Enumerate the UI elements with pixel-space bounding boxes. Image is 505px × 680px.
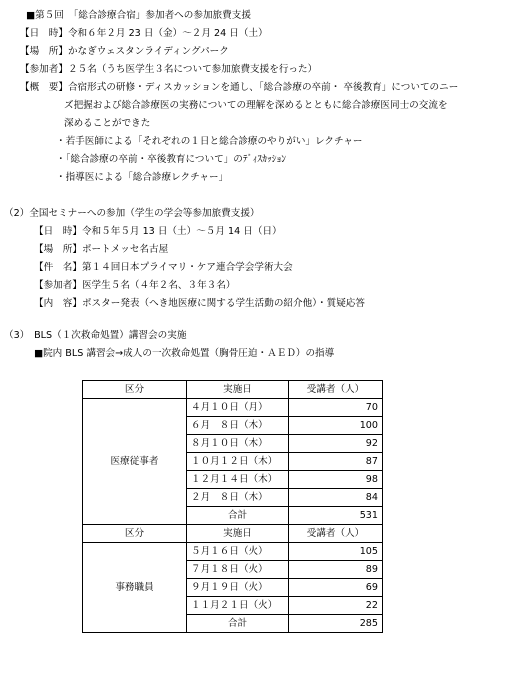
bls-subheading: ■院内 BLS 講習会→成人の一次救命処置（胸骨圧迫・ＡＥＤ）の指導 [34, 348, 335, 359]
session-count: 70 [289, 399, 383, 417]
session-date: １１月２１日（火） [187, 597, 289, 615]
seminar-content: 【内 容】ポスター発表（へき地医療に関する学生活動の紹介他）・質疑応答 [34, 298, 365, 309]
seminar-participants: 【参加者】医学生５名（４年２名、３年３名） [34, 280, 236, 291]
session-date: １２月１４日（木） [187, 471, 289, 489]
camp-activity-item: ・指導医による「総合診療レクチャー」 [56, 172, 229, 183]
section-heading-bls: （3） BLS（１次救命処置）講習会の実施 [4, 330, 187, 341]
bls-table [82, 380, 383, 633]
session-count: 92 [289, 435, 383, 453]
seminar-event: 【件 名】第１４回日本プライマリ・ケア連合学会学術大会 [34, 262, 293, 273]
camp-place: 【場 所】かなぎウェスタンライディングパーク [20, 46, 229, 57]
camp-summary-line-2: ズ把握および総合診療医の実務についての理解を深めるとともに総合診療医同士の交流を [64, 100, 448, 111]
session-count: 105 [289, 543, 383, 561]
table-header-row [83, 381, 383, 399]
session-count: 87 [289, 453, 383, 471]
camp-summary-line-1: 【概 要】合宿形式の研修・ディスカッションを通し、「総合診療の卒前・ 卒後教育」についてのニー [20, 82, 459, 93]
session-count: 89 [289, 561, 383, 579]
session-count: 98 [289, 471, 383, 489]
camp-date: 【日 時】令和６年２月 23 日（金）～２月 24 日（土） [20, 28, 268, 39]
section-heading-seminar: （2）全国セミナーへの参加（学生の学会等参加旅費支援） [4, 208, 260, 219]
header-date: 実施日 [187, 381, 289, 399]
total-count: 285 [289, 615, 383, 633]
header-attendees: 受講者（人） [289, 525, 383, 543]
camp-summary-line-3: 深めることができた [64, 118, 151, 129]
section-heading-camp: ■第５回 「総合診療合宿」参加者への参加旅費支援 [26, 10, 251, 21]
session-date: ７月１８日（火） [187, 561, 289, 579]
session-count: 22 [289, 597, 383, 615]
session-date: ６月 ８日（木） [187, 417, 289, 435]
session-date: ５月１６日（火） [187, 543, 289, 561]
header-date: 実施日 [187, 525, 289, 543]
table-row [83, 543, 383, 561]
camp-activity-item: ・「総合診療の卒前・卒後教育について」のﾃﾞｨｽｶｯｼｮﾝ [56, 154, 287, 165]
camp-activity-item: ・若手医師による「それぞれの１日と総合診療のやりがい」レクチャー [56, 136, 363, 147]
seminar-date: 【日 時】令和５年５月 13 日（土）～５月 14 日（日） [34, 226, 282, 237]
session-date: ２月 ８日（木） [187, 489, 289, 507]
header-category: 区分 [83, 381, 187, 399]
session-count: 100 [289, 417, 383, 435]
session-count: 84 [289, 489, 383, 507]
table-header-row [83, 525, 383, 543]
header-category: 区分 [83, 525, 187, 543]
total-count: 531 [289, 507, 383, 525]
session-date: ４月１０日（月） [187, 399, 289, 417]
total-label: 合計 [187, 507, 289, 525]
group-label-office: 事務職員 [83, 543, 187, 633]
session-date: ９月１９日（火） [187, 579, 289, 597]
total-label: 合計 [187, 615, 289, 633]
header-attendees: 受講者（人） [289, 381, 383, 399]
table-row [83, 399, 383, 417]
group-label-medical: 医療従事者 [83, 399, 187, 525]
camp-participants: 【参加者】２５名（うち医学生３名について参加旅費支援を行った） [20, 64, 318, 75]
session-date: １０月１２日（木） [187, 453, 289, 471]
seminar-place: 【場 所】ポートメッセ名古屋 [34, 244, 169, 255]
session-date: ８月１０日（木） [187, 435, 289, 453]
session-count: 69 [289, 579, 383, 597]
